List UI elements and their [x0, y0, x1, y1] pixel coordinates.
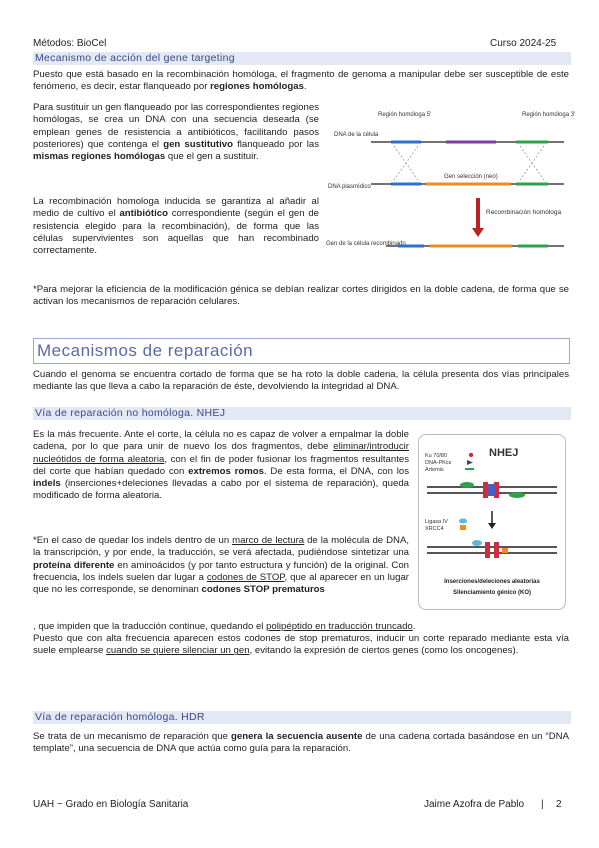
- recombination-label: Recombinación homóloga: [486, 209, 562, 216]
- recombined-label: Gen de la célula recombinado: [326, 241, 406, 247]
- nhej-paragraph-3: Puesto que con alta frecuencia aparecen estos codones de stop prematuros, inducir un corte reparado mediante esta vía suele emplearse cuando se quiere silenciar un gen, evitando la expresión de ciertos genes (como los oncogenes).: [33, 633, 569, 657]
- legend-ligasa: Ligasa IV: [425, 519, 448, 525]
- footer-page-number: 2: [556, 799, 562, 810]
- ku-marker: [469, 453, 473, 457]
- legend-artemis: Artemis: [425, 467, 444, 473]
- hdr-paragraph: Se trata de un mecanismo de reparación que genera la secuencia ausente de una cadena cortada basándose en un “DNA template”, una secuencia de DNA que actúa como guía para la reparación.: [33, 731, 569, 755]
- selection-gene-label: Gen selección (neo): [444, 174, 498, 180]
- nhej-paragraph-2: *En el caso de quedar los indels dentro de un marco de lectura de la molécula de DNA, la transcripción, y por ende, la traducción, se verá afectada, pudiéndose sintetizar una proteína diferente en aminoácidos (y por tanto estructura y función) de la original. Con frecuencia, los indels suelen dar lugar a codones de STOP, que al aparecer en un lugar que no les corresponde, se denominan codones STOP prematuros: [33, 535, 410, 596]
- header-left: Métodos: BioCel: [33, 38, 107, 49]
- repair-intro: Cuando el genoma se encuentra cortado de forma que se ha roto la doble cadena, la célula presenta dos vías principales mediante las que lleva a cabo la reparación de éste, devolviendo la integridad al DNA.: [33, 369, 569, 393]
- legend-xrcc4: XRCC4: [425, 526, 444, 532]
- footer-left: UAH ~ Grado en Biología Sanitaria: [33, 799, 189, 810]
- nhej-figure-title: NHEJ: [489, 447, 519, 459]
- legend-dnapkcs: DNA-PKcs: [425, 460, 452, 466]
- xrcc4-marker: [460, 525, 466, 530]
- footer-separator: |: [541, 799, 544, 810]
- header-right: Curso 2024-25: [490, 38, 557, 49]
- nhej-paragraph-2-tail: , que impiden que la traducción continue, quedando el polipéptido en traducción truncado.: [33, 621, 416, 632]
- sec1-intro: Puesto que está basado en la recombinación homóloga, el fragmento de genoma a manipular debe ser susceptible de este fenómeno, es decir, estar flanqueado por regiones homólogas.: [33, 69, 569, 93]
- plasmid-label: DNA plasmídico: [328, 184, 371, 190]
- nhej-figure: [418, 434, 566, 610]
- footer-author: Jaime Azofra de Pablo: [424, 799, 525, 810]
- caption-ko: Silenciamiento génico (KO): [452, 590, 532, 596]
- sec1-paragraph-3: La recombinación homologa inducida se garantiza al añadir al medio de cultivo el antibiótico correspondiente (según el gen de resistencia elegido para la recombinación), de forma que las células supervivientes son aquellas que han recombinado correctamente.: [33, 196, 320, 257]
- nhej-figure-svg: [419, 435, 565, 609]
- nhej-paragraph-1: Es la más frecuente. Ante el corte, la célula no es capaz de volver a empalmar la doble cadena, por lo que para unir de nuevo los dos fragmentos, debe eliminar/introducir nucleótidos de forma aleatoria, con el fin de poder fusionar los fragmentos resultantes del corte que habían quedado con extremos romos. De esta forma, el DNA, con los indels (inserciones+deleciones llevadas a cabo por el sistema de reparación), queda modificado de forma aleatoria.: [33, 429, 410, 502]
- region5-label: Región homóloga 5': [378, 112, 432, 118]
- region3-label: Región homóloga 3': [522, 112, 576, 118]
- section-title-nhej: Vía de reparación no homóloga. NHEJ: [33, 407, 571, 420]
- section-title-gene-targeting: Mecanismo de acción del gene targeting: [33, 52, 571, 65]
- gene-targeting-diagram: [326, 104, 576, 268]
- repair-mechanisms-title: Mecanismos de reparación: [33, 338, 570, 364]
- dnapkcs-marker: [467, 460, 473, 465]
- ligasa-marker: [459, 519, 467, 524]
- sec1-note: *Para mejorar la eficiencia de la modificación génica se debían realizar cortes dirigidos en la doble cadena, de forma que se activan los mecanismos de reparación celulares.: [33, 284, 569, 308]
- sec1-paragraph-2: Para sustituir un gen flanqueado por las correspondientes regiones homólogas, se crea un DNA con una secuencia deseada (se emplean genes de resistencia a antibióticos, facilitando pasos posteriores) que contenga el gen sustitutivo flanqueado por las mismas regiones homólogas que el gen a sustituir.: [33, 102, 320, 163]
- dna-cell-label: DNA de la célula: [334, 132, 379, 138]
- legend-ku: Ku 70/80: [425, 453, 448, 459]
- caption-indels: Inserciones/deleciones aleatorias: [444, 579, 540, 585]
- section-title-hdr: Vía de reparación homóloga. HDR: [33, 711, 571, 724]
